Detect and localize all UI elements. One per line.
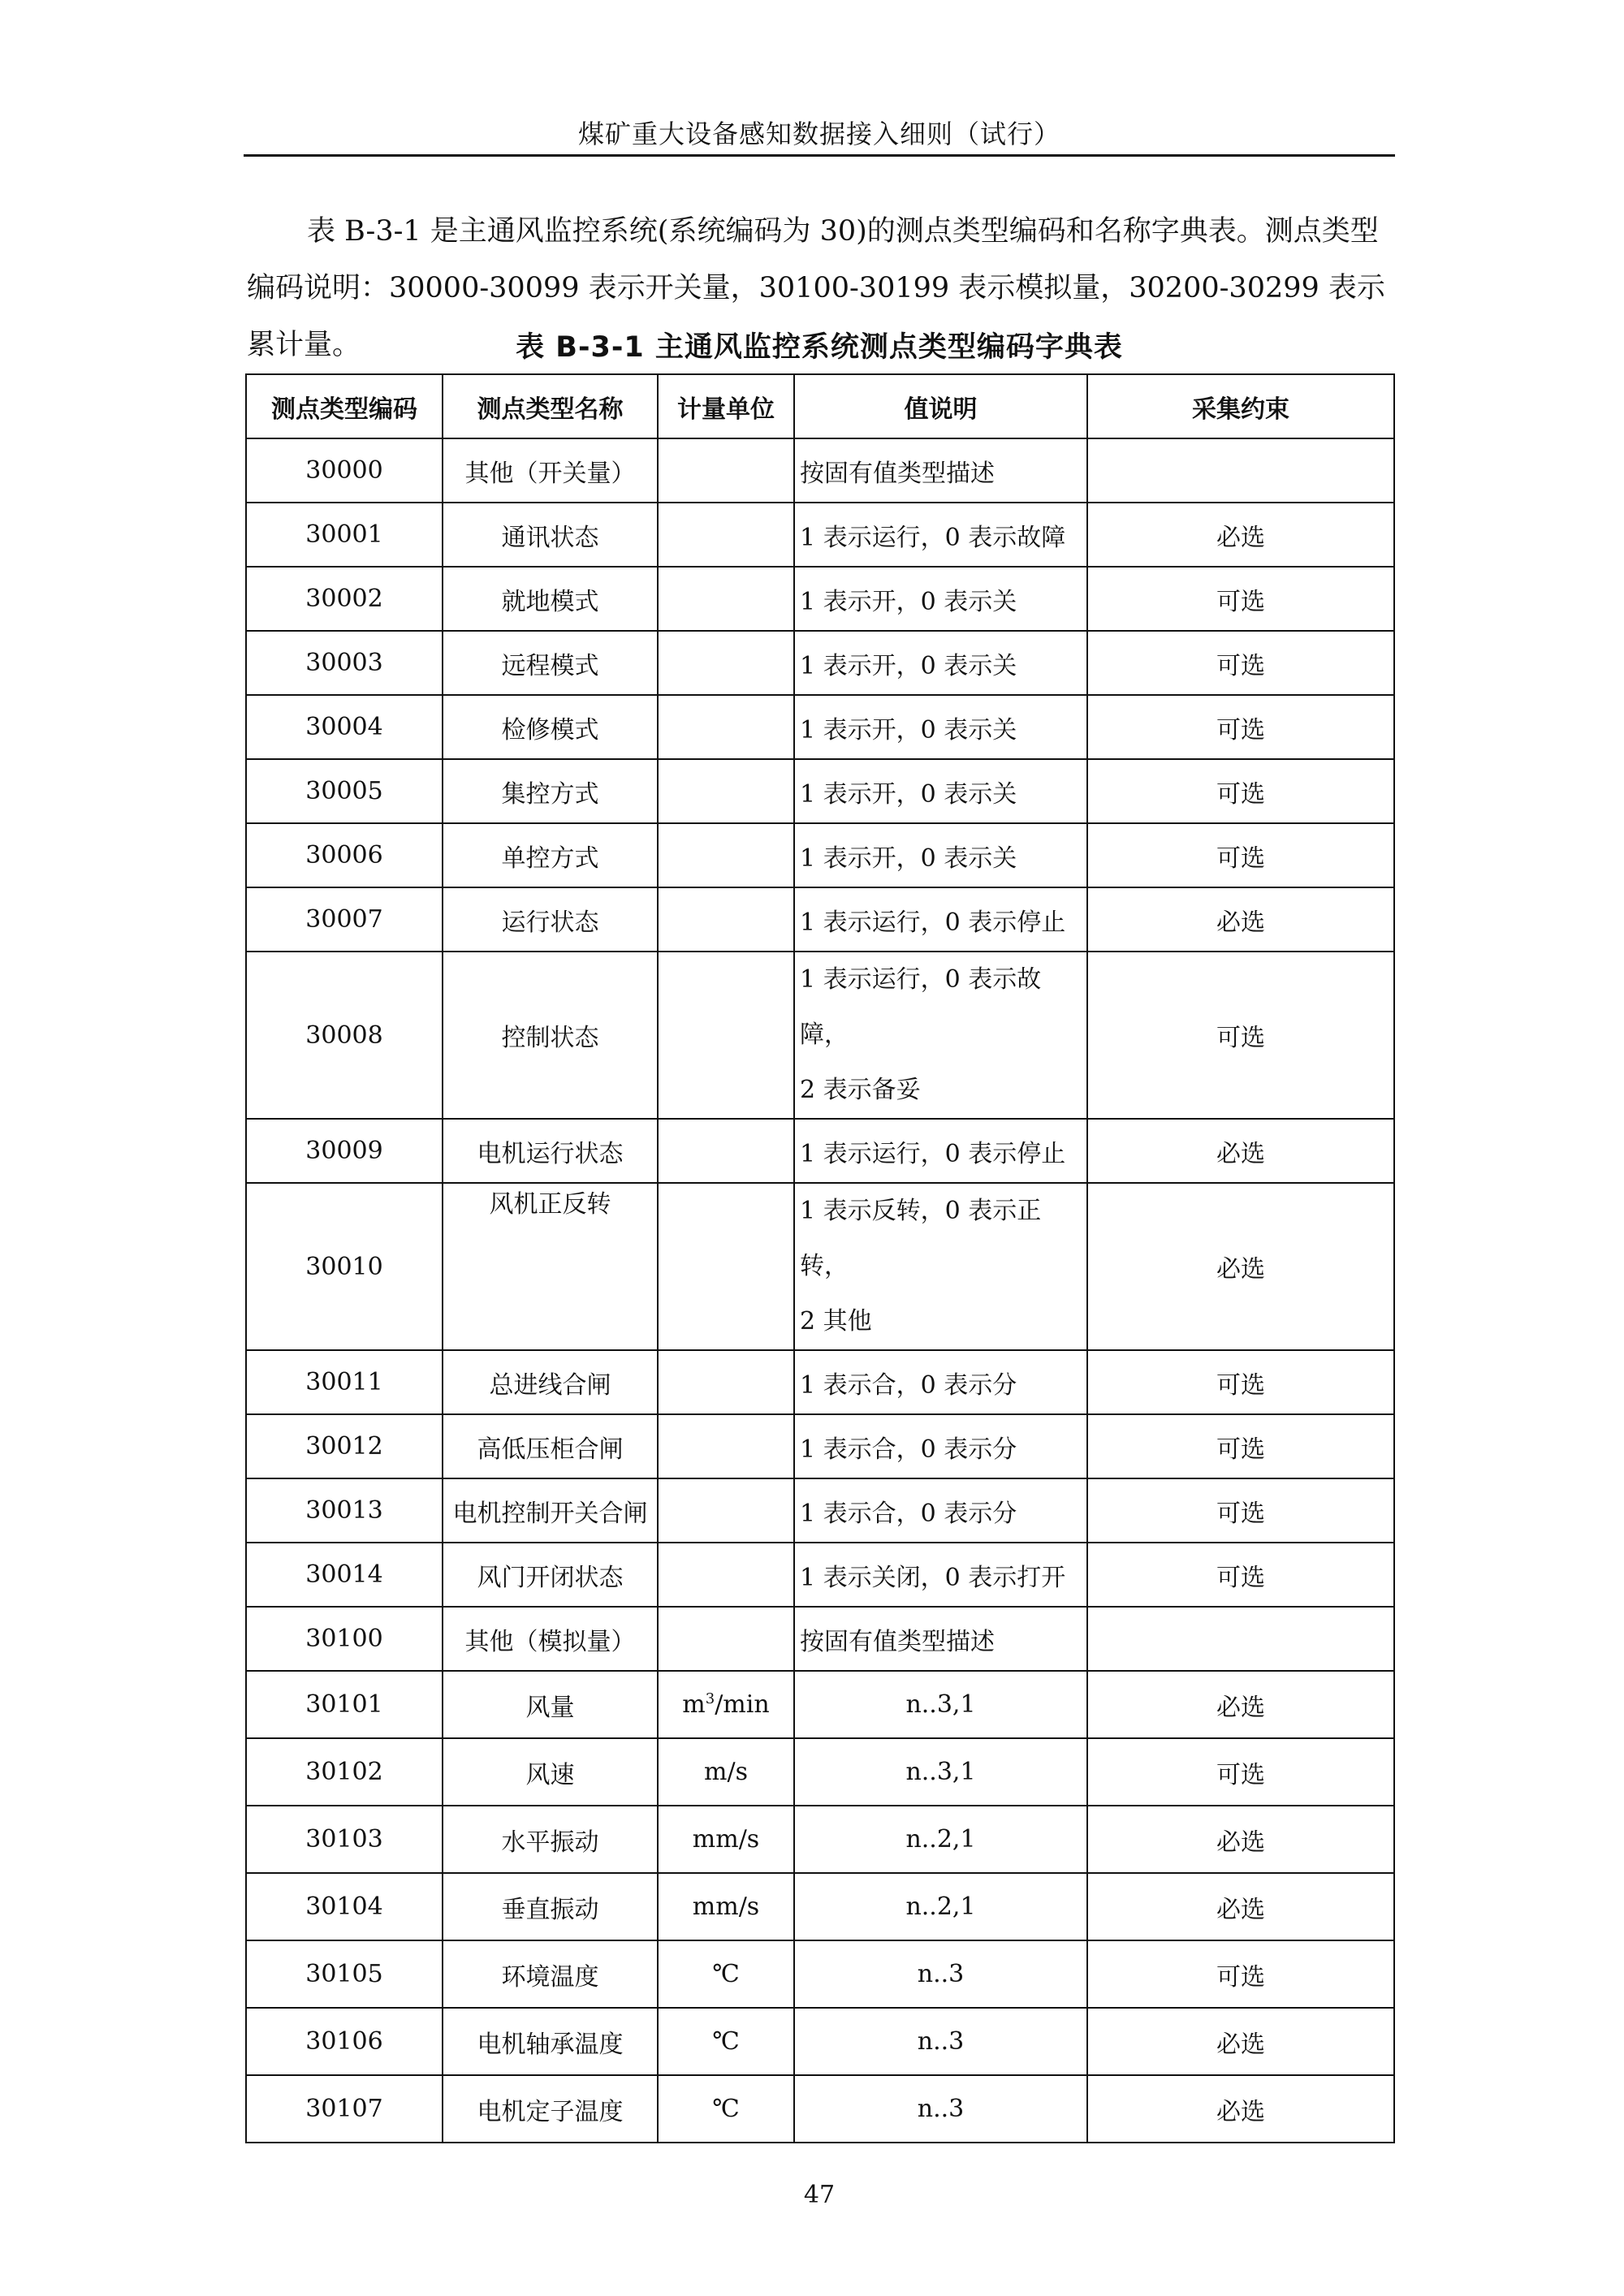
- header-rule: [244, 154, 1395, 157]
- cell-description: 按固有值类型描述: [794, 438, 1087, 503]
- cell-constraint: 可选: [1087, 567, 1394, 631]
- header-constraint: 采集约束: [1087, 374, 1394, 438]
- cell-constraint: 可选: [1087, 1543, 1394, 1607]
- cell-name: 风速: [443, 1738, 658, 1806]
- cell-name: 控制状态: [443, 952, 658, 1119]
- cell-constraint: 必选: [1087, 1806, 1394, 1873]
- cell-description: n..2,1: [794, 1873, 1087, 1940]
- cell-constraint: 必选: [1087, 1183, 1394, 1350]
- cell-unit: mm/s: [658, 1806, 794, 1873]
- cell-unit: [658, 1607, 794, 1671]
- cell-name: 风机正反转: [443, 1183, 658, 1350]
- table-row: [246, 952, 1394, 1119]
- cell-unit: [658, 759, 794, 823]
- cell-constraint: 可选: [1087, 1478, 1394, 1543]
- cell-name: 通讯状态: [443, 503, 658, 567]
- unit-tail: /min: [715, 1690, 770, 1719]
- table-row: [246, 695, 1394, 759]
- cell-unit: ℃: [658, 2008, 794, 2075]
- header-code: 测点类型编码: [246, 374, 443, 438]
- cell-name: 检修模式: [443, 695, 658, 759]
- table-row: [246, 631, 1394, 695]
- cell-constraint: 必选: [1087, 503, 1394, 567]
- cell-name: 电机定子温度: [443, 2075, 658, 2143]
- cell-code: 30100: [246, 1607, 443, 1671]
- cell-unit: [658, 1478, 794, 1543]
- table-row: [246, 1671, 1394, 1738]
- cell-description-line-1: 1 表示运行，0 表示故障，: [800, 965, 1042, 1049]
- cell-unit: [658, 952, 794, 1119]
- cell-code: 30005: [246, 759, 443, 823]
- cell-name: 电机轴承温度: [443, 2008, 658, 2075]
- cell-name: 高低压柜合闸: [443, 1414, 658, 1478]
- cell-unit: [658, 503, 794, 567]
- table-row: [246, 1478, 1394, 1543]
- table-header-row: [246, 374, 1394, 438]
- cell-code: 30014: [246, 1543, 443, 1607]
- table-row: [246, 1414, 1394, 1478]
- cell-code: 30000: [246, 438, 443, 503]
- unit-superscript: 3: [705, 1690, 715, 1707]
- table-row: [246, 1607, 1394, 1671]
- cell-code: 30012: [246, 1414, 443, 1478]
- cell-description: 1 表示运行，0 表示停止: [794, 1119, 1087, 1183]
- cell-code: 30107: [246, 2075, 443, 2143]
- cell-description-line-1: 1 表示反转，0 表示正转，: [800, 1197, 1042, 1280]
- cell-name: 水平振动: [443, 1806, 658, 1873]
- cell-constraint: 必选: [1087, 1671, 1394, 1738]
- cell-description: [794, 952, 1087, 1119]
- cell-constraint: 必选: [1087, 887, 1394, 952]
- cell-code: 30003: [246, 631, 443, 695]
- table-row: [246, 1350, 1394, 1414]
- cell-code: 30010: [246, 1183, 443, 1350]
- table-row: [246, 759, 1394, 823]
- table-row: [246, 887, 1394, 952]
- cell-description: 1 表示运行，0 表示故障: [794, 503, 1087, 567]
- cell-name: 集控方式: [443, 759, 658, 823]
- cell-unit: m/s: [658, 1738, 794, 1806]
- cell-unit: ℃: [658, 1940, 794, 2008]
- cell-name: 就地模式: [443, 567, 658, 631]
- cell-code: 30013: [246, 1478, 443, 1543]
- cell-constraint: [1087, 1607, 1394, 1671]
- cell-name: 其他（模拟量）: [443, 1607, 658, 1671]
- cell-name: 单控方式: [443, 823, 658, 887]
- cell-unit: mm/s: [658, 1873, 794, 1940]
- table-row: [246, 438, 1394, 503]
- cell-constraint: 可选: [1087, 1738, 1394, 1806]
- cell-name: 远程模式: [443, 631, 658, 695]
- cell-code: 30002: [246, 567, 443, 631]
- cell-unit: [658, 1543, 794, 1607]
- cell-code: 30103: [246, 1806, 443, 1873]
- cell-description: n..3: [794, 2075, 1087, 2143]
- cell-unit: [658, 1414, 794, 1478]
- cell-description: n..3: [794, 1940, 1087, 2008]
- table-row: [246, 1119, 1394, 1183]
- cell-unit: [658, 1350, 794, 1414]
- cell-unit: [658, 438, 794, 503]
- cell-constraint: 必选: [1087, 1119, 1394, 1183]
- cell-description: n..3: [794, 2008, 1087, 2075]
- cell-description: n..3,1: [794, 1738, 1087, 1806]
- cell-description-line-2: 2 其他: [800, 1307, 872, 1336]
- header-description: 值说明: [794, 374, 1087, 438]
- cell-code: 30006: [246, 823, 443, 887]
- cell-name: 其他（开关量）: [443, 438, 658, 503]
- table-row: [246, 823, 1394, 887]
- cell-constraint: 可选: [1087, 952, 1394, 1119]
- cell-unit: [658, 1183, 794, 1350]
- page-number: 47: [803, 2181, 836, 2209]
- cell-description-line-2: 2 表示备妥: [800, 1076, 921, 1104]
- table-caption: 表 B-3-1 主通风监控系统测点类型编码字典表: [516, 331, 1123, 364]
- table-row: [246, 1183, 1394, 1350]
- cell-constraint: 可选: [1087, 823, 1394, 887]
- cell-description: n..3,1: [794, 1671, 1087, 1738]
- cell-code: 30001: [246, 503, 443, 567]
- header-name: 测点类型名称: [443, 374, 658, 438]
- cell-name: 风门开闭状态: [443, 1543, 658, 1607]
- cell-description: 1 表示合，0 表示分: [794, 1350, 1087, 1414]
- cell-code: 30104: [246, 1873, 443, 1940]
- table-row: [246, 567, 1394, 631]
- cell-description: 1 表示关闭，0 表示打开: [794, 1543, 1087, 1607]
- page-header-title: 煤矿重大设备感知数据接入细则（试行）: [577, 119, 1060, 149]
- cell-constraint: 必选: [1087, 2008, 1394, 2075]
- cell-description: [794, 1183, 1087, 1350]
- cell-unit: ℃: [658, 2075, 794, 2143]
- cell-constraint: 可选: [1087, 631, 1394, 695]
- cell-code: 30011: [246, 1350, 443, 1414]
- cell-constraint: 可选: [1087, 759, 1394, 823]
- cell-name: 电机运行状态: [443, 1119, 658, 1183]
- cell-code: 30102: [246, 1738, 443, 1806]
- cell-code: 30009: [246, 1119, 443, 1183]
- table-row: [246, 1806, 1394, 1873]
- cell-name: 电机控制开关合闸: [443, 1478, 658, 1543]
- cell-name: 垂直振动: [443, 1873, 658, 1940]
- cell-constraint: [1087, 438, 1394, 503]
- cell-description: 1 表示开，0 表示关: [794, 567, 1087, 631]
- cell-code: 30004: [246, 695, 443, 759]
- cell-name: 风量: [443, 1671, 658, 1738]
- cell-description: 1 表示开，0 表示关: [794, 823, 1087, 887]
- cell-constraint: 可选: [1087, 1350, 1394, 1414]
- point-type-dictionary-table: [245, 373, 1395, 2143]
- cell-name: 环境温度: [443, 1940, 658, 2008]
- cell-name: 运行状态: [443, 887, 658, 952]
- table-row: [246, 1738, 1394, 1806]
- cell-description: 1 表示开，0 表示关: [794, 631, 1087, 695]
- cell-description: 1 表示合，0 表示分: [794, 1478, 1087, 1543]
- cell-code: 30007: [246, 887, 443, 952]
- table-row: [246, 1543, 1394, 1607]
- unit-base: m: [682, 1690, 706, 1719]
- cell-code: 30008: [246, 952, 443, 1119]
- cell-constraint: 可选: [1087, 1940, 1394, 2008]
- cell-unit: [658, 823, 794, 887]
- cell-code: 30101: [246, 1671, 443, 1738]
- cell-constraint: 可选: [1087, 1414, 1394, 1478]
- cell-constraint: 必选: [1087, 2075, 1394, 2143]
- cell-unit: [658, 1671, 794, 1738]
- cell-description: 1 表示开，0 表示关: [794, 695, 1087, 759]
- table-row: [246, 1873, 1394, 1940]
- cell-description: 按固有值类型描述: [794, 1607, 1087, 1671]
- cell-constraint: 必选: [1087, 1873, 1394, 1940]
- cell-unit: [658, 887, 794, 952]
- cell-description: 1 表示合，0 表示分: [794, 1414, 1087, 1478]
- cell-constraint: 可选: [1087, 695, 1394, 759]
- table-row: [246, 503, 1394, 567]
- cell-description: n..2,1: [794, 1806, 1087, 1873]
- table-row: [246, 2075, 1394, 2143]
- cell-description: 1 表示运行，0 表示停止: [794, 887, 1087, 952]
- cell-description: 1 表示开，0 表示关: [794, 759, 1087, 823]
- cell-unit: [658, 1119, 794, 1183]
- cell-unit: [658, 631, 794, 695]
- table-row: [246, 2008, 1394, 2075]
- cell-code: 30106: [246, 2008, 443, 2075]
- intro-line-2: 编码说明：30000-30099 表示开关量，30100-30199 表示模拟量，30200-30299 表示累计量。: [247, 272, 1385, 361]
- cell-name: 总进线合闸: [443, 1350, 658, 1414]
- table-row: [246, 1940, 1394, 2008]
- cell-unit: [658, 567, 794, 631]
- cell-unit: [658, 695, 794, 759]
- header-unit: 计量单位: [658, 374, 794, 438]
- cell-code: 30105: [246, 1940, 443, 2008]
- intro-line-1: 表 B-3-1 是主通风监控系统(系统编码为 30)的测点类型编码和名称字典表。测点类型: [307, 215, 1379, 248]
